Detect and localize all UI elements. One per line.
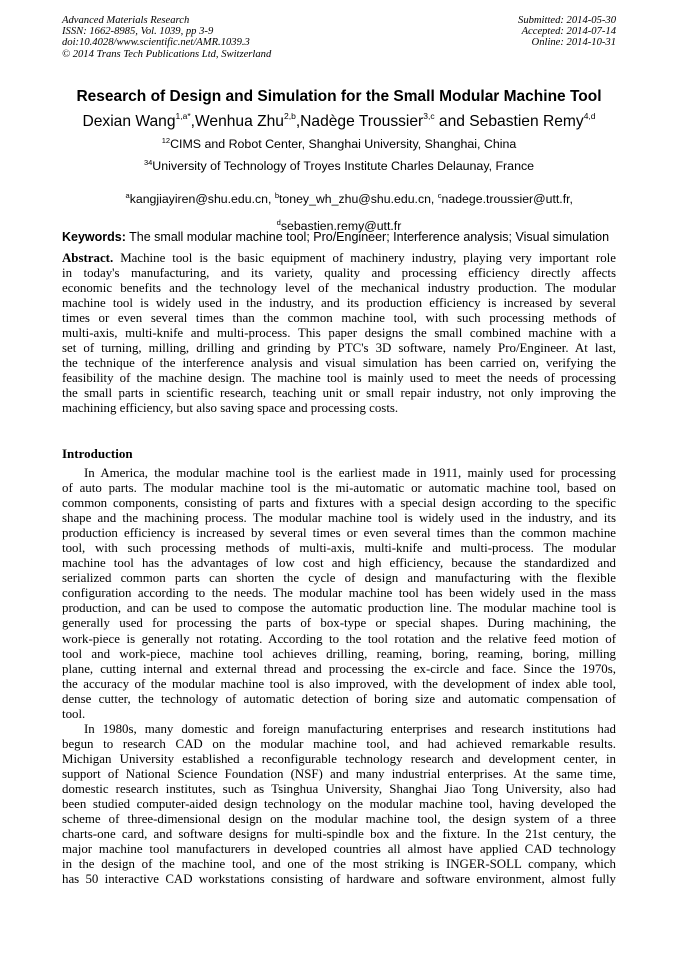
affiliation-2 [40,159,638,173]
email-link[interactable]: nadege.troussier@utt.fr, [441,192,573,207]
abstract-line: feasibility of the machine design. The machine tool is mainly used to meet the needs of processing [62,371,616,386]
submission-dates [518,15,616,49]
journal-name: Advanced Materials Research [62,15,190,26]
abstract-line: the technique of the interference analysis and visual simulation has been carried on, verifying the [62,356,616,371]
abstract-line: machine tool is widely used in the industry, and its production efficiency is increased by several [62,296,616,311]
abstract-line: economic benefits and the technology level of the mechanical industry production. The modular [62,281,616,296]
paragraph-line: plane, cutting internal and external thread and processing the ex-circle and face. Since the 1970s, [62,661,616,676]
paragraph-line: begun to research CAD on the modular machine tool, and had achieved remarkable results. [62,736,616,751]
paper-title: Research of Design and Simulation for the Small Modular Machine Tool [76,88,602,105]
paragraph-line: of auto parts. The modular machine tool is the mi-automatic or automatic machine tool, based on [62,481,616,496]
paragraph-line: machine tool has the advantages of low cost and high efficiency, because the standardized and [62,556,616,571]
paragraph-line: generally used for processing the parts of box-type or special shapes. During machining, the [62,616,616,631]
paragraph-line: the accuracy of the modular machine tool is also improved, with the development of index able tool, [62,676,616,691]
paragraph-line: support of National Science Foundation (NSF) and many industrial enterprises. At the same time, [62,766,616,781]
author-name: Sebastien Remy [469,113,584,130]
paragraph-line: been studied computer-aided design technology on the modular machine tool, having developed the [62,797,616,812]
author-separator: , [295,113,301,130]
author-affiliation-mark: 2,b [283,111,296,121]
keywords-text: The small modular machine tool; Pro/Engineer; Interference analysis; Visual simulation [125,230,610,244]
author-affiliation-mark: 1,a* [175,111,191,121]
paragraph-line: common components, consisting of parts and fixtures with a special design according to the specific [62,496,616,511]
abstract-line: the small parts in scientific research, teaching unit or small repair industry, not only improving the [62,386,616,401]
abstract-line: in today's manufacturing, and its variety, quality and processing efficiency directly affects [62,266,616,281]
email-mark: a [125,191,130,201]
journal-copyright: © 2014 Trans Tech Publications Ltd, Switzerland [62,48,272,60]
email-link[interactable]: kangjiayiren@shu.edu.cn, [129,192,275,207]
abstract [62,251,616,417]
paragraph-line: tool, with such processing methods of multi-axis, multi-knife and multi-process. The modular [62,541,616,556]
affiliation-1 [40,137,638,151]
paragraph-line: dense cutter, the technology of automatic detection of boring size and automatic compensation of [62,691,616,706]
keywords [62,230,622,245]
author-affiliation-mark: 4,d [583,111,596,121]
abstract-line: multi-axis, multi-knife and multi-process. This paper designs the small combined machine with a [62,326,616,341]
email-mark: d [276,217,281,227]
online-date: Online: 2014-10-31 [531,37,616,49]
email-link[interactable]: sebastien.remy@utt.fr [280,218,402,233]
paragraph-line: tool and work-piece, machine tool achieves drilling, reaming, boring, reaming, boring, milling [62,646,616,661]
abstract-line: Abstract. Machine tool is the basic equipment of machinery industry, playing very important role [62,251,616,265]
journal-issn: ISSN: 1662-8985, Vol. 1039, pp 3-9 [62,26,214,38]
email-mark: c [437,191,442,201]
affiliation-text: University of Technology of Troyes Institute Charles Delaunay, France [152,159,535,173]
paragraph-line: shape and the machining process. The modular machine tool is widely used in the industry, and its [62,511,616,526]
paragraph-line: major machine tool manufacturers in developed countries all almost have applied CAD technology [62,842,616,857]
paragraph-line: in the design of the machine tool, and one of the most striking is INGER-SOLL company, which [62,857,616,872]
journal-doi[interactable]: doi:10.4028/www.scientific.net/AMR.1039.3 [62,37,250,49]
paragraph-line: In 1980s, many domestic and foreign manufacturing enterprises and research institutions had [84,721,616,736]
abstract-line: set of turning, milling, drilling and grinding by PTC's 3D software, namely Pro/Engineer. At last, [62,341,616,356]
author-separator: and [434,113,470,130]
paragraph-line: production, and can be used to compose the automatic production line. The modular machine tool is [62,601,616,616]
paragraph-line: scheme of three-dimensional design on the modular machine tool, the design system of a three [62,812,616,827]
paragraph-line: work-piece is generally not rotating. According to the tool rotation and the relative feed motion of [62,631,616,646]
email-link[interactable]: toney_wh_zhu@shu.edu.cn, [278,192,438,207]
paragraph-line: has 50 interactive CAD workstations consisting of hardware and software environment, almost fully [62,872,616,887]
introduction-body [62,466,616,887]
author-list [30,112,648,132]
affiliation-mark: 12 [161,136,171,145]
paragraph-line: serialized common parts can shorten the cycle of design and manufacturing with the flexible [62,571,616,586]
paragraph-line: domestic research institutes, such as Tsinghua University, Shanghai Jiao Tong University, also had [62,781,616,796]
author-name: Dexian Wang [82,113,176,130]
accepted-date: Accepted: 2014-07-14 [521,26,616,38]
affiliation-text: CIMS and Robot Center, Shanghai University, Shanghai, China [170,137,517,151]
keywords-label: Keywords: [62,230,126,244]
paragraph-line: In America, the modular machine tool is the earliest made in 1911, mainly used for processing [84,466,616,480]
submitted-date: Submitted: 2014-05-30 [518,15,616,26]
author-name: Wenhua Zhu [194,113,284,130]
section-heading-introduction: Introduction [62,446,133,461]
abstract-line: times or even several times than the common machine tool, with such processing methods of [62,311,616,326]
author-separator: , [190,113,195,130]
author-emails [40,180,638,233]
journal-info [62,15,271,60]
paragraph-line: tool. [62,706,86,721]
author-name: Nadège Troussier [300,113,424,130]
abstract-label: Abstract. [62,251,114,265]
paragraph-line: configuration according to the needs. The modular machine tool has been widely used in the mass [62,586,616,601]
affiliation-mark: 34 [143,158,153,167]
author-affiliation-mark: 3,c [423,111,435,121]
paragraph-line: Michigan University established a reconfigurable technology research and development center, in [62,751,616,766]
paragraph-line: charts-one card, and software designs for multi-spindle box and the fixture. In the 21st century, the [62,827,616,842]
paragraph-line: production efficiency is increased by several times or even several times than the common machine [62,526,616,541]
abstract-line: machining efficiency, but also saving space and processing costs. [62,401,399,416]
email-mark: b [274,191,279,201]
